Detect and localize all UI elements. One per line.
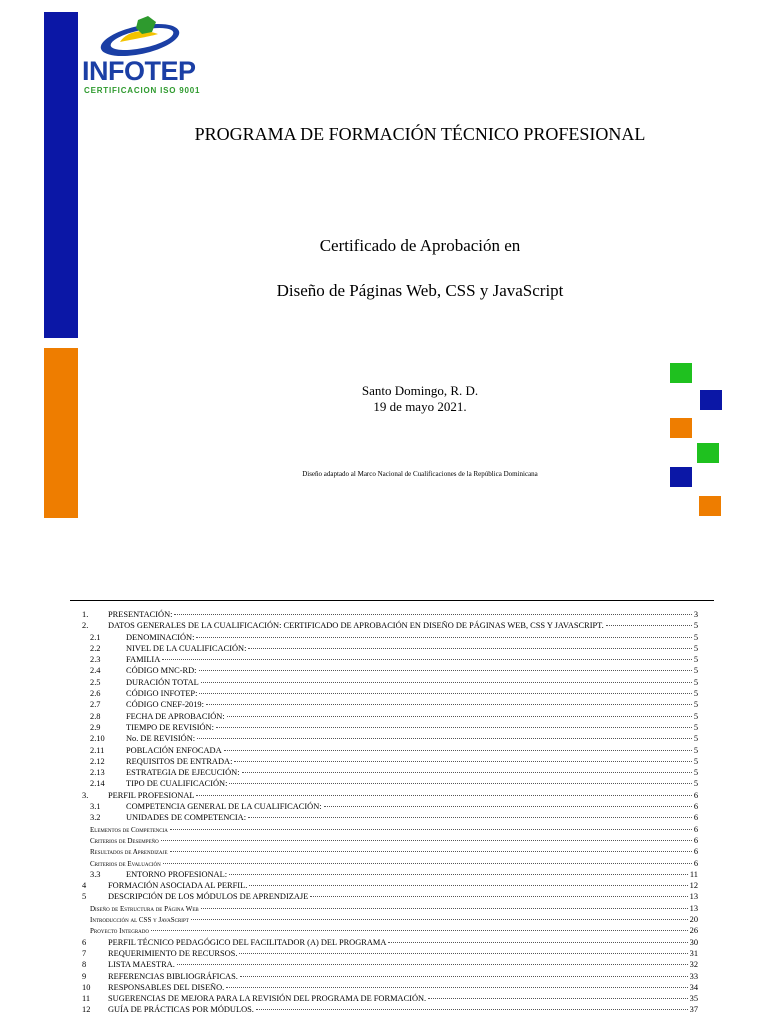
toc-number: 3.1 [90,802,101,812]
toc-leader [177,964,688,965]
toc-number: 2.7 [90,700,101,710]
toc-entry[interactable] [76,778,698,789]
toc-leader [197,738,692,739]
toc-page-number: 13 [689,892,698,902]
toc-entry[interactable] [76,632,698,643]
toc-number: 3.3 [90,869,101,879]
toc-title: REQUISITOS DE ENTRADA: [126,756,233,766]
toc-leader [248,648,691,649]
toc-entry[interactable] [76,745,698,756]
logo-subtitle: CERTIFICACION ISO 9001 [84,86,201,95]
toc-leader [201,908,688,909]
toc-title: NIVEL DE LA CUALIFICACIÓN: [126,643,247,653]
toc-page-number: 5 [693,779,698,789]
toc-title: FECHA DE APROBACIÓN: [126,711,225,721]
toc-number: 5 [82,892,87,902]
toc-leader [224,750,692,751]
toc-number: 3. [82,790,89,800]
toc-entry[interactable] [76,914,698,925]
toc-leader [229,783,691,784]
toc-number: 2.11 [90,745,105,755]
toc-page-number: 12 [689,881,698,891]
toc-entry[interactable] [76,971,698,982]
toc-entry[interactable] [76,609,698,620]
toc-leader [249,885,687,886]
toc-title: DURACIÓN TOTAL [126,677,199,687]
toc-leader [606,625,692,626]
toc-entry[interactable] [76,835,698,846]
toc-leader [240,976,688,977]
toc-entry[interactable] [76,948,698,959]
framework-note: Diseño adaptado al Marco Nacional de Cualificaciones de la República Dominicana [302,470,538,478]
green-square [697,443,719,463]
toc-title: Criterios de Desempeño [90,836,159,845]
toc-leader [196,637,691,638]
toc-title: Introducción al CSS y JavaScript [90,916,189,925]
toc-number: 2.5 [90,677,101,687]
toc-leader [161,840,692,841]
toc-title: REFERENCIAS BIBLIOGRÁFICAS. [108,971,238,981]
toc-entry[interactable] [76,846,698,857]
toc-entry[interactable] [76,891,698,902]
orange-square [670,418,692,438]
toc-page-number: 26 [689,926,698,936]
toc-page-number: 6 [693,790,698,800]
toc-leader [248,817,692,818]
toc-number: 7 [82,948,87,958]
toc-entry[interactable] [76,767,698,778]
toc-entry[interactable] [76,688,698,699]
toc-title: GUÍA DE PRÁCTICAS POR MÓDULOS. [108,1005,254,1015]
toc-page-number: 6 [693,847,698,857]
toc-title: ENTORNO PROFESIONAL: [126,869,228,879]
toc-number: 2.9 [90,722,101,732]
toc-entry[interactable] [76,1004,698,1015]
toc-number: 4 [82,881,87,891]
toc-page-number: 5 [693,700,698,710]
toc-leader [163,863,692,864]
toc-number: 12 [82,1005,91,1015]
toc-page-number: 3 [693,610,698,619]
toc-leader [191,919,688,920]
toc-page-number: 5 [693,655,698,665]
toc-number: 2.4 [90,666,101,676]
toc-title: CÓDIGO MNC-RD: [126,666,197,676]
toc-title: No. DE REVISIÓN: [126,734,196,744]
toc-number: 2.1 [90,632,101,642]
toc-number: 2.6 [90,689,101,699]
toc-title: FORMACIÓN ASOCIADA AL PERFIL. [108,881,248,891]
toc-title: RESPONSABLES DEL DISEÑO. [108,982,225,992]
toc-page-number: 5 [693,768,698,778]
toc-title: PERFIL PROFESIONAL [108,790,195,800]
toc-page-number: 5 [693,734,698,744]
toc-title: DESCRIPCIÓN DE LOS MÓDULOS DE APRENDIZAJE [108,892,309,902]
toc-title: COMPETENCIA GENERAL DE LA CUALIFICACIÓN: [126,802,322,812]
toc-number: 2. [82,621,89,631]
toc-entry[interactable] [76,677,698,688]
toc-title: FAMILIA [126,655,161,665]
orange-square [699,496,721,516]
certificate-line-2: Diseño de Páginas Web, CSS y JavaScript [276,281,564,300]
toc-page-number: 5 [693,621,698,631]
toc-page-number: 5 [693,722,698,732]
green-square [670,363,692,383]
toc-title: LISTA MAESTRA. [108,960,175,970]
toc-title: PERFIL TÉCNICO PEDAGÓGICO DEL FACILITADOR (A) DEL PROGRAMA [108,937,387,947]
toc-entry[interactable] [76,812,698,823]
toc-leader [242,772,692,773]
toc-page-number: 6 [693,835,698,845]
divider [70,600,714,601]
toc-leader [162,659,692,660]
toc-entry[interactable] [76,982,698,993]
place: Santo Domingo, R. D. [361,383,479,398]
toc-page-number: 5 [693,711,698,721]
toc-entry[interactable] [76,937,698,948]
toc-number: 8 [82,960,87,970]
toc-leader [388,942,687,943]
toc-entry[interactable] [76,858,698,869]
toc-leader [174,614,691,615]
toc-number: 2.13 [90,768,105,778]
toc-page-number: 6 [693,813,698,823]
toc-title: SUGERENCIAS DE MEJORA PARA LA REVISIÓN DEL PROGRAMA DE FORMACIÓN. [108,994,427,1004]
toc-title: Diseño de Estructura de Página Web [90,904,199,913]
toc-title: ESTRATEGIA DE EJECUCIÓN: [126,768,240,778]
toc-page-number: 6 [693,858,698,868]
toc-title: Resultados de Aprendizaje [90,848,168,857]
toc-entry[interactable] [76,959,698,970]
toc-entry[interactable] [76,869,698,880]
toc-number: 10 [82,982,91,992]
toc-leader [196,795,691,796]
toc-leader [206,704,692,705]
toc-page-number: 30 [689,937,698,947]
toc-number: 2.12 [90,756,105,766]
toc-number: 1. [82,610,89,619]
toc-entry[interactable] [76,993,698,1004]
toc-page-number: 6 [693,824,698,834]
toc-entry[interactable] [76,756,698,767]
toc-page-number: 5 [693,643,698,653]
toc-entry[interactable] [76,733,698,744]
toc-number: 6 [82,937,87,947]
toc-leader [151,930,688,931]
toc-page-number: 5 [693,756,698,766]
toc-title: Elementos de Competencia [90,825,168,834]
toc-page-number: 5 [693,689,698,699]
toc-leader [199,670,692,671]
toc-page-number: 34 [689,982,698,992]
toc-leader [170,851,692,852]
toc-title: UNIDADES DE COMPETENCIA: [126,813,247,823]
toc-page-number: 6 [693,802,698,812]
toc-page-number: 37 [689,1005,698,1015]
toc-entry[interactable] [76,654,698,665]
toc-title: CÓDIGO CNEF-2019: [126,700,204,710]
table-of-contents [76,609,698,1016]
toc-title: DATOS GENERALES DE LA CUALIFICACIÓN: CERTIFICADO DE APROBACIÓN EN DISEÑO DE PÁGINAS WEB, CSS Y JAVASCRIPT. [108,621,604,631]
toc-title: Proyecto Integrado [90,927,149,936]
toc-leader [310,896,687,897]
toc-page-number: 11 [689,869,698,879]
program-title: PROGRAMA DE FORMACIÓN TÉCNICO PROFESIONAL [194,124,646,144]
toc-number: 2.8 [90,711,101,721]
toc-entry[interactable] [76,722,698,733]
date: 19 de mayo 2021. [373,399,467,414]
toc-page-number: 5 [693,745,698,755]
toc-entry[interactable] [76,643,698,654]
toc-entry[interactable] [76,880,698,891]
toc-leader [428,998,687,999]
toc-page-number: 13 [689,903,698,913]
toc-leader [170,829,692,830]
toc-number: 3.2 [90,813,101,823]
toc-leader [201,682,692,683]
toc-title: POBLACIÓN ENFOCADA [126,745,222,755]
toc-title: TIEMPO DE REVISIÓN: [126,722,214,732]
blue-side-bar [44,12,78,338]
toc-title: CÓDIGO INFOTEP: [126,689,198,699]
toc-leader [226,987,687,988]
toc-page-number: 20 [689,915,698,925]
toc-page-number: 5 [693,677,698,687]
toc-title: Criterios de Evaluación [90,859,161,868]
toc-entry[interactable] [76,620,698,631]
toc-leader [256,1009,688,1010]
toc-number: 2.10 [90,734,105,744]
toc-page-number: 31 [689,948,698,958]
toc-entry[interactable] [76,903,698,914]
orange-side-bar [44,348,78,518]
toc-page-number: 33 [689,971,698,981]
toc-leader [234,761,691,762]
toc-entry[interactable] [76,790,698,801]
logo-name: INFOTEP [82,56,196,86]
toc-title: DENOMINACIÓN: [126,632,195,642]
toc-title: REQUERIMIENTO DE RECURSOS. [108,948,238,958]
toc-entry[interactable] [76,801,698,812]
toc-title: TIPO DE CUALIFICACIÓN: [126,779,228,789]
toc-page-number: 5 [693,632,698,642]
toc-number: 2.2 [90,643,101,653]
toc-leader [216,727,692,728]
toc-number: 2.14 [90,779,105,789]
toc-leader [227,716,692,717]
toc-page-number: 32 [689,960,698,970]
toc-entry[interactable] [76,824,698,835]
toc-leader [239,953,687,954]
toc-number: 2.3 [90,655,101,665]
toc-leader [229,874,688,875]
toc-page-number: 35 [689,994,698,1004]
toc-page-number: 5 [693,666,698,676]
toc-entry[interactable] [76,665,698,676]
toc-entry[interactable] [76,925,698,936]
toc-number: 11 [82,994,91,1004]
certificate-line-1: Certificado de Aprobación en [319,236,521,255]
toc-leader [324,806,692,807]
toc-leader [199,693,691,694]
toc-title: PRESENTACIÓN: [108,610,173,619]
toc-entry[interactable] [76,711,698,722]
toc-number: 9 [82,971,87,981]
toc-entry[interactable] [76,699,698,710]
